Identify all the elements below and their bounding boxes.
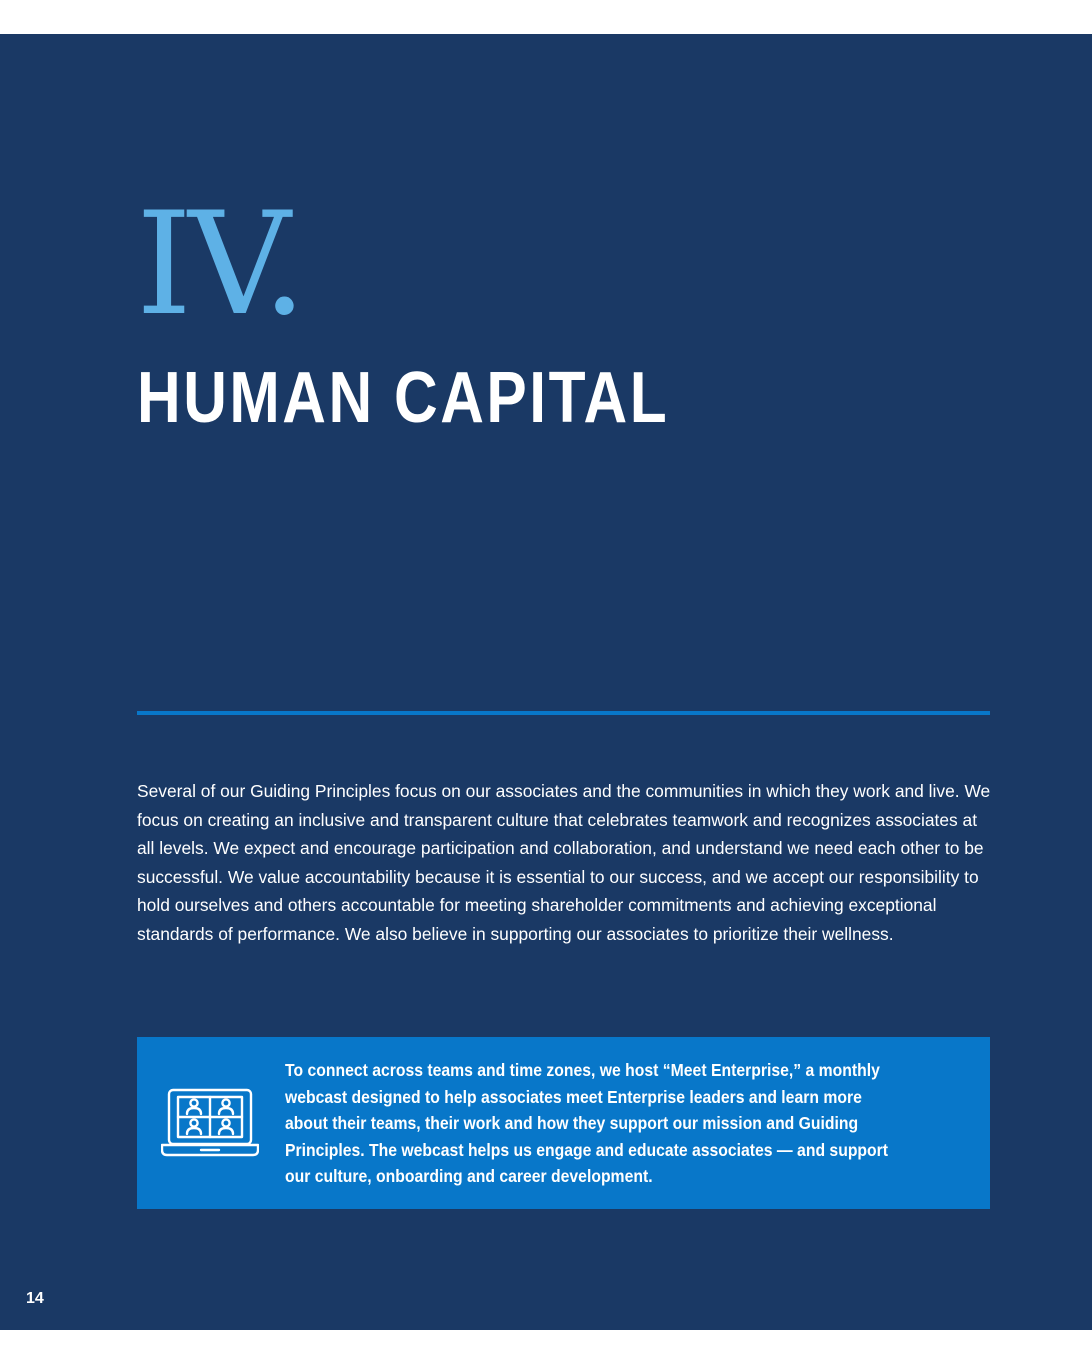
page-number: 14	[26, 1290, 44, 1307]
section-numeral: IV.	[136, 182, 303, 347]
divider-rule	[137, 711, 990, 715]
intro-paragraph: Several of our Guiding Principles focus on our associates and the communities in which they work and live. We focus on creating an inclusive and transparent culture that celebrates teamwork and recognizes associates at all levels. We expect and encourage participation and collaboration, and understand we need each other to be successful. We value accountability because it is essential to our success, and we accept our responsibility to hold ourselves and others accountable for meeting shareholder commitments and achieving exceptional standards of performance. We also believe in supporting our associates to prioritize their wellness.	[137, 781, 991, 944]
callout-box	[137, 1037, 990, 1209]
page-title: HUMAN CAPITAL	[137, 358, 670, 438]
page	[0, 34, 1092, 1330]
laptop-video-call-icon	[161, 1087, 259, 1159]
callout-text: To connect across teams and time zones, we host “Meet Enterprise,” a monthly webcast designed to help associates meet Enterprise leaders and learn more about their teams, their work and how they support our mission and Guiding Principles. The webcast helps us engage and educate associates — and support our culture, onboarding and career development.	[285, 1060, 889, 1186]
